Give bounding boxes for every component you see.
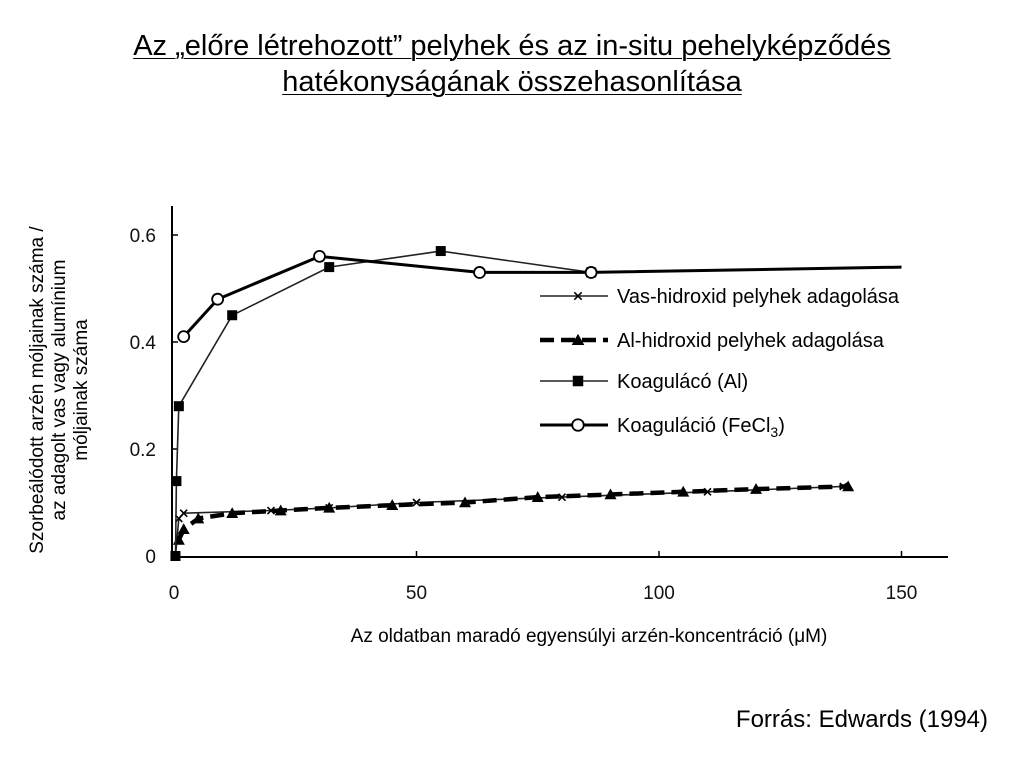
data-point [178,331,189,342]
legend-label: Koaguláció (FeCl$_3$) [617,415,785,440]
y-tick-label: 0.6 [129,226,156,247]
y-axis-label-line-2: az adagolt vas vagy alumínium [49,259,70,521]
data-point [174,401,184,411]
x-tick-label: 100 [643,583,675,604]
x-tick-label: 150 [885,583,918,604]
legend-item-3 [540,371,748,393]
series-line [176,486,844,556]
series-line [176,251,592,556]
y-tick-label: 0.2 [129,440,156,461]
legend-item-4 [540,415,785,440]
data-point [314,251,325,262]
chart-legend [540,286,900,440]
legend-label: Al-hidroxid pelyhek adagolása [617,330,884,352]
y-tick-label: 0 [145,547,156,568]
y-axis-label-line-3: móljainak száma [71,319,92,461]
x-tick-label: 0 [168,583,180,604]
legend-label: Vas-hidroxid pelyhek adagolása [617,286,900,308]
y-axis-label-line-1: Szorbeálódott arzén móljainak száma / [27,226,48,554]
legend-item-2 [540,330,885,352]
data-point [474,267,485,278]
data-point [171,476,181,486]
data-point [586,267,597,278]
data-point [212,294,223,305]
legend-item-1 [540,286,900,308]
x-axis-label: Az oldatban maradó egyensúlyi arzén-koncentráció (μM) [350,626,828,647]
data-point [572,419,584,431]
page-title-line-1: Az „előre létrehozott” pelyhek és az in-situ pehelyképződés [133,30,891,62]
data-point [324,262,334,272]
series-1 [172,483,847,560]
y-tick-label: 0.4 [129,333,156,354]
data-point [178,523,190,534]
data-point [227,310,237,320]
source-citation: Forrás: Edwards (1994) [735,706,988,733]
data-point [573,376,584,387]
data-point [436,246,446,256]
data-point [170,551,180,561]
legend-label: Koagulácó (Al) [617,371,749,393]
x-tick-label: 50 [405,583,428,604]
page-title-line-2: hatékonyságának összehasonlítása [282,66,742,98]
